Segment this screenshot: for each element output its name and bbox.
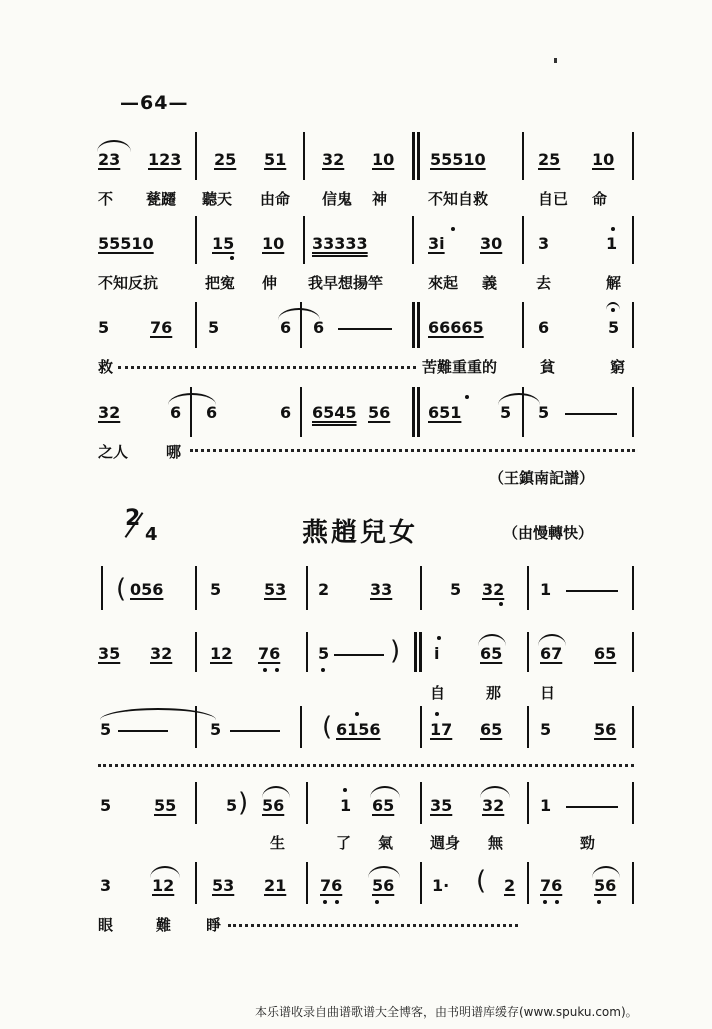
note: 3 (100, 876, 112, 895)
barline (632, 862, 634, 904)
low-octave-dot (321, 668, 325, 672)
lyric: 氣 (378, 834, 394, 852)
note-group: 33 (370, 580, 393, 599)
note: 5 (100, 720, 112, 739)
note-group: 25 (538, 150, 561, 169)
note-group: 65 (480, 720, 503, 739)
note-group: 65 (480, 644, 503, 663)
source-footer: 本乐谱收录自曲谱歌谱大全博客，由书明谱库缓存(www.spuku.com)。 (255, 1005, 638, 1019)
barline (632, 387, 634, 437)
song-title: 燕趙兒女 (302, 518, 419, 548)
lyric: 勁 (580, 834, 596, 852)
note-group: 12 (210, 644, 233, 663)
barline (527, 782, 529, 824)
lyric: 哪 (166, 443, 182, 461)
low-octave-dot (543, 900, 547, 904)
barline (522, 387, 524, 437)
lyric: 不 (98, 190, 114, 208)
lyric: 之人 (98, 443, 129, 461)
lyric: 我早想揚竿 (308, 274, 384, 292)
lyric: 難 (156, 916, 172, 934)
note-group: 53 (264, 580, 287, 599)
barline (195, 782, 197, 824)
note: 1· (432, 876, 450, 895)
barline (420, 782, 422, 824)
note-group: 12 (152, 876, 175, 895)
note-group: 55510 (430, 150, 486, 169)
sustain-dash (338, 328, 392, 330)
note: 1 (540, 580, 552, 599)
barline (632, 132, 634, 180)
note-group: 17 (430, 720, 453, 739)
note: 5 (500, 403, 512, 422)
barline (195, 216, 197, 264)
note-group: 56 (368, 403, 391, 422)
time-signature-bottom: 4 (145, 524, 158, 545)
note-group: 32 (482, 796, 505, 815)
barline (303, 216, 305, 264)
barline (527, 632, 529, 672)
note-group: 65 (594, 644, 617, 663)
lyric: 甆躚 (146, 190, 177, 208)
barline (632, 632, 634, 672)
lyric: 把寃 (205, 274, 236, 292)
lyric: 苦難重重的 (422, 358, 498, 376)
note-group: 56 (372, 876, 395, 895)
high-octave-dot (611, 227, 615, 231)
lyric: 解 (606, 274, 622, 292)
note-group: 53 (212, 876, 235, 895)
barline (306, 632, 308, 672)
barline (190, 387, 192, 437)
sustain-dash (565, 413, 617, 415)
note-group: 651 (428, 403, 462, 422)
lyric: 來起 (428, 274, 459, 292)
note: 6 (170, 403, 182, 422)
barline (195, 706, 197, 748)
barline (195, 566, 197, 610)
barline (420, 566, 422, 610)
ink-speck (554, 58, 557, 63)
note-group: 123 (148, 150, 182, 169)
note: 6 (313, 318, 325, 337)
high-octave-dot (465, 395, 469, 399)
note-group: 3i (428, 234, 445, 253)
sustain-dash (118, 730, 168, 732)
lyric: 命 (592, 190, 608, 208)
note: 6 (280, 403, 292, 422)
note-group: 76 (540, 876, 563, 895)
note: 1 (340, 796, 352, 815)
fermata-dot (611, 308, 615, 312)
note-group: 56 (594, 720, 617, 739)
barline (306, 566, 308, 610)
note-group: 35 (98, 644, 121, 663)
note: 3 (538, 234, 550, 253)
low-octave-dot (275, 668, 279, 672)
note-group: 32 (322, 150, 345, 169)
note: 2 (318, 580, 330, 599)
note: 5 (318, 644, 330, 663)
note-group: 32 (482, 580, 505, 599)
lyric: 神 (372, 190, 388, 208)
note: 5 (538, 403, 550, 422)
note-group: 32 (150, 644, 173, 663)
tempo-marking: （由慢轉快） (503, 524, 594, 542)
barline (414, 632, 417, 672)
note-group: 56 (594, 876, 617, 895)
note-group: 55 (154, 796, 177, 815)
sustain-dash (334, 654, 384, 656)
note-group: 15 (212, 234, 235, 253)
transcriber-credit: （王鎮南記譜） (488, 469, 594, 487)
note: 6 (538, 318, 550, 337)
low-octave-dot (375, 900, 379, 904)
tie (100, 708, 216, 720)
sustain-dash (230, 730, 280, 732)
sustain-dash (566, 806, 618, 808)
note-group: 55510 (98, 234, 154, 253)
note-group: 30 (480, 234, 503, 253)
sustain-dash (566, 590, 618, 592)
high-octave-dot (437, 636, 441, 640)
note: 5 (100, 796, 112, 815)
lyric: 自 (430, 684, 446, 702)
note-group: 76 (320, 876, 343, 895)
high-octave-dot (343, 788, 347, 792)
barline (420, 862, 422, 904)
lyric: 伸 (262, 274, 278, 292)
close-paren: ) (390, 636, 401, 666)
note-group: 6156 (336, 720, 381, 739)
barline (101, 566, 103, 610)
lyric: 睜 (206, 916, 222, 934)
lyric: 不知自救 (428, 190, 489, 208)
note: 5 (210, 580, 222, 599)
note-group: 10 (372, 150, 395, 169)
lyric: 無 (488, 834, 504, 852)
lyric: 不知反抗 (98, 274, 159, 292)
melisma-dots (118, 366, 416, 369)
lyric: 義 (482, 274, 498, 292)
open-paren: ( (322, 712, 333, 742)
lyric: 由命 (260, 190, 291, 208)
note-group: 2 (504, 876, 516, 895)
barline (527, 862, 529, 904)
barline (522, 216, 524, 264)
barline (522, 132, 524, 180)
barline (300, 387, 302, 437)
melisma-dots (98, 764, 634, 767)
barline (522, 302, 524, 348)
lyric: 日 (540, 684, 556, 702)
note: 5 (540, 720, 552, 739)
lyric: 窮 (610, 358, 626, 376)
lyric: 去 (536, 274, 552, 292)
barline (632, 302, 634, 348)
low-octave-dot (555, 900, 559, 904)
barline (632, 782, 634, 824)
barline (632, 706, 634, 748)
lyric: 週身 (430, 834, 461, 852)
close-paren: ) (238, 788, 249, 818)
open-paren: ( (116, 574, 127, 604)
note-group: 21 (264, 876, 287, 895)
note: 6 (280, 318, 292, 337)
low-octave-dot (263, 668, 267, 672)
low-octave-dot (230, 256, 234, 260)
barline (527, 706, 529, 748)
note: 5 (226, 796, 238, 815)
low-octave-dot (499, 602, 503, 606)
note-group: 35 (430, 796, 453, 815)
high-octave-dot (435, 712, 439, 716)
note: 6 (206, 403, 218, 422)
lyric: 聽天 (202, 190, 233, 208)
low-octave-dot (323, 900, 327, 904)
note: 5 (210, 720, 222, 739)
barline (306, 782, 308, 824)
barline (412, 387, 415, 437)
note-group: 10 (592, 150, 615, 169)
note-group: 66665 (428, 318, 484, 337)
barline (300, 706, 302, 748)
note: 5 (98, 318, 110, 337)
note-group: 32 (98, 403, 121, 422)
barline (420, 706, 422, 748)
barline (306, 862, 308, 904)
note-group: 65 (372, 796, 395, 815)
high-octave-dot (355, 712, 359, 716)
melisma-dots (228, 924, 518, 927)
lyric: 生 (270, 834, 286, 852)
lyric: 貧 (540, 358, 556, 376)
note-group: 56 (262, 796, 285, 815)
note-group: 23 (98, 150, 121, 169)
barline (632, 566, 634, 610)
note-group: 76 (258, 644, 281, 663)
barline (412, 216, 414, 264)
lyric: 那 (486, 684, 502, 702)
note: i (434, 644, 440, 663)
barline (632, 216, 634, 264)
lyric: 自已 (538, 190, 569, 208)
note-group: 51 (264, 150, 287, 169)
open-paren: ( (476, 866, 487, 896)
note-group: 056 (130, 580, 164, 599)
note-group: 10 (262, 234, 285, 253)
lyric: 眼 (98, 916, 114, 934)
barline (195, 862, 197, 904)
note-group: 67 (540, 644, 563, 663)
note: 1 (540, 796, 552, 815)
barline (412, 132, 415, 180)
barline (195, 302, 197, 348)
note: 5 (208, 318, 220, 337)
note-group: 6545 (312, 403, 357, 422)
low-octave-dot (335, 900, 339, 904)
lyric: 了 (336, 834, 352, 852)
barline (412, 302, 415, 348)
barline (303, 132, 305, 180)
barline (195, 132, 197, 180)
time-signature-top: 2 (125, 506, 141, 531)
barline (527, 566, 529, 610)
note: 1 (606, 234, 618, 253)
lyric: 信鬼 (322, 190, 353, 208)
barline (300, 302, 302, 348)
note: 5 (450, 580, 462, 599)
page-number: —64— (120, 92, 189, 114)
melisma-dots (190, 449, 635, 452)
note-group: 25 (214, 150, 237, 169)
low-octave-dot (597, 900, 601, 904)
note-group: 76 (150, 318, 173, 337)
lyric: 救 (98, 358, 114, 376)
barline (195, 632, 197, 672)
note: 5 (608, 318, 620, 337)
note-group: 33333 (312, 234, 368, 253)
high-octave-dot (451, 227, 455, 231)
